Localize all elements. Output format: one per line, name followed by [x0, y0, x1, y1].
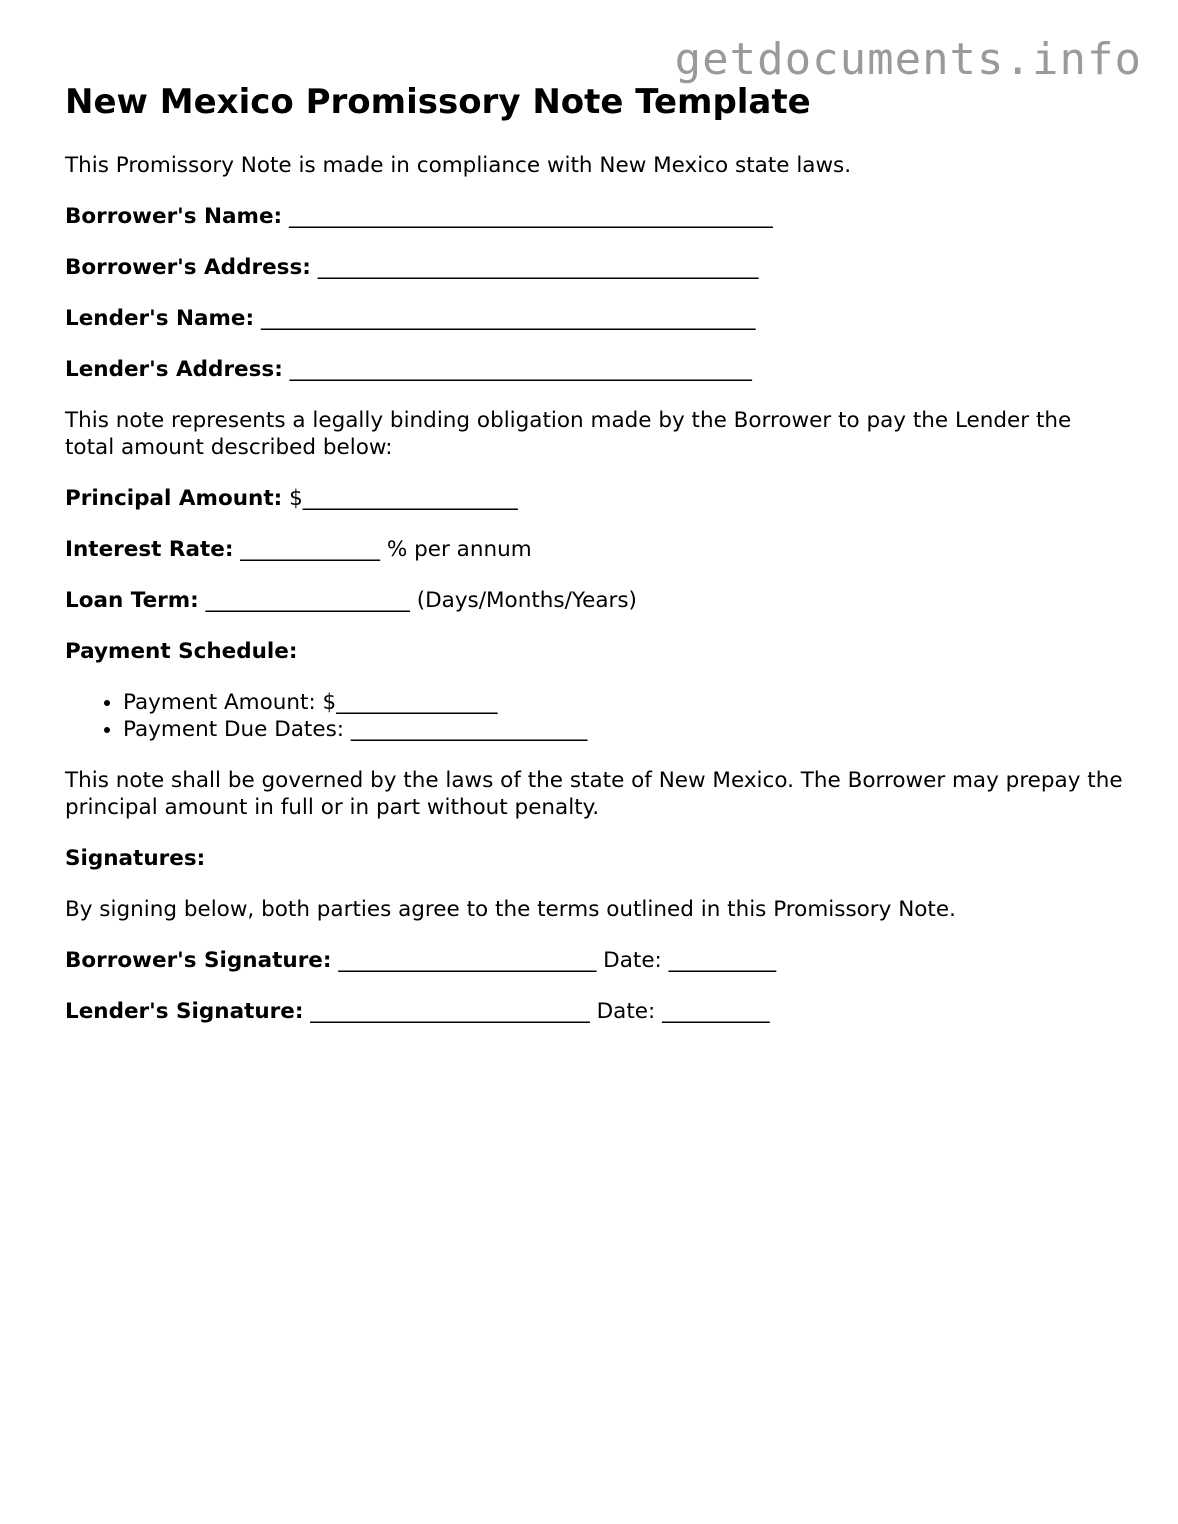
interest-rate-label: Interest Rate:	[65, 537, 234, 562]
borrower-address-field	[65, 254, 1125, 281]
interest-rate-field	[65, 536, 1125, 563]
obligation-text: This note represents a legally binding obligation made by the Borrower to pay the Lender the total amount described below:	[65, 408, 1072, 460]
borrower-signature-blank: ________________________ Date: __________	[338, 948, 777, 973]
list-item: • Payment Amount: $_______________	[123, 689, 1125, 716]
signatures-agreement-text: By signing below, both parties agree to the terms outlined in this Promissory Note.	[65, 897, 956, 922]
principal-amount-label: Principal Amount:	[65, 486, 283, 511]
borrower-signature-field	[65, 947, 1125, 974]
lender-name-field	[65, 305, 1125, 332]
loan-term-blank: ___________________ (Days/Months/Years)	[205, 588, 637, 613]
principal-amount-field	[65, 485, 1125, 512]
borrower-name-field	[65, 203, 1125, 230]
lender-address-label: Lender's Address:	[65, 357, 283, 382]
lender-address-field	[65, 356, 1125, 383]
borrower-name-label: Borrower's Name:	[65, 204, 283, 229]
payment-schedule-list	[65, 689, 1125, 743]
borrower-name-blank: _____________________________________________	[288, 204, 773, 229]
interest-rate-blank: _____________ % per annum	[240, 537, 532, 562]
lender-signature-blank: __________________________ Date: __________	[310, 999, 770, 1024]
document-title: New Mexico Promissory Note Template	[65, 82, 811, 122]
loan-term-label: Loan Term:	[65, 588, 199, 613]
lender-name-blank: ______________________________________________	[260, 306, 756, 331]
payment-schedule-heading: Payment Schedule:	[65, 639, 298, 664]
governing-law-text: This note shall be governed by the laws of the state of New Mexico. The Borrower may prepay the principal amount in full or in part without penalty.	[65, 768, 1123, 820]
lender-name-label: Lender's Name:	[65, 306, 255, 331]
lender-address-blank: ___________________________________________	[289, 357, 752, 382]
lender-signature-field	[65, 998, 1125, 1025]
loan-term-field	[65, 587, 1125, 614]
signatures-heading: Signatures:	[65, 846, 206, 871]
list-item: • Payment Due Dates: ______________________	[123, 716, 1125, 743]
intro-text: This Promissory Note is made in compliance with New Mexico state laws.	[65, 153, 852, 178]
watermark: getdocuments.info	[674, 34, 1142, 85]
principal-amount-blank: $____________________	[289, 486, 518, 511]
borrower-address-blank: _________________________________________	[317, 255, 759, 280]
borrower-signature-label: Borrower's Signature:	[65, 948, 332, 973]
document-page	[65, 82, 1125, 1025]
lender-signature-label: Lender's Signature:	[65, 999, 304, 1024]
borrower-address-label: Borrower's Address:	[65, 255, 311, 280]
